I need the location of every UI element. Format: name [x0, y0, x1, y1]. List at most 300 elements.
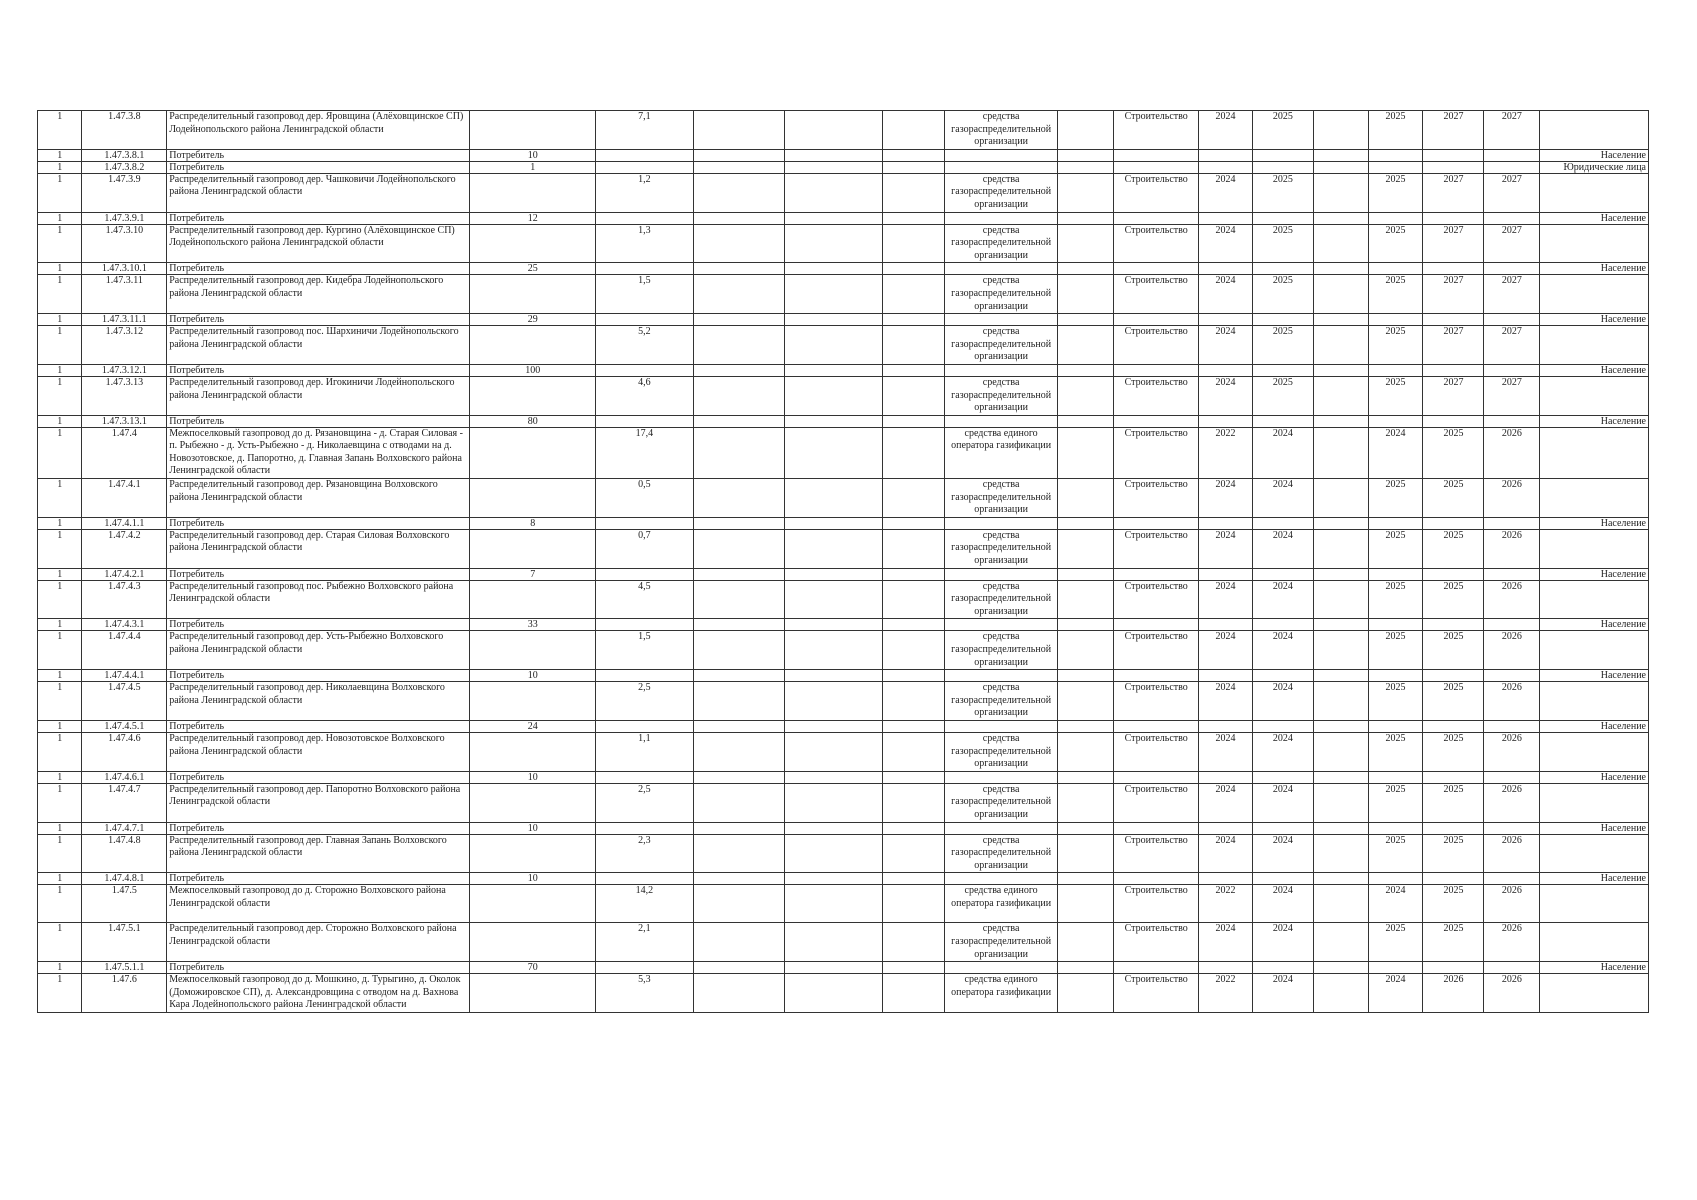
empty-cell: [693, 314, 784, 326]
year-cell: 2025: [1368, 783, 1423, 822]
length-cell: 2,3: [596, 834, 693, 873]
length-cell: 5,3: [596, 974, 693, 1013]
name-cell: Распределительный газопровод пос. Рыбежно Волховского района Ленинградской области: [167, 580, 470, 619]
empty-cell: [882, 923, 944, 962]
category-cell: [1540, 376, 1649, 415]
activity-cell: Строительство: [1114, 732, 1199, 771]
empty-cell: [882, 962, 944, 974]
code-cell: 1.47.4.3.1: [82, 619, 167, 631]
name-cell: Потребитель: [167, 962, 470, 974]
empty-cell: [1313, 771, 1368, 783]
year-end-cell: 2024: [1252, 732, 1313, 771]
funding-source-cell: средства газораспределительной организации: [944, 326, 1058, 365]
empty-cell: [1114, 212, 1199, 224]
code-cell: 1.47.3.13.1: [82, 415, 167, 427]
empty-cell: [1058, 568, 1114, 580]
empty-cell: [1114, 314, 1199, 326]
empty-cell: [784, 885, 882, 923]
empty-cell: [1313, 732, 1368, 771]
funding-source-cell: средства газораспределительной организации: [944, 479, 1058, 518]
empty-cell: [1114, 263, 1199, 275]
empty-cell: [1368, 161, 1423, 173]
funding-source-cell: средства газораспределительной организации: [944, 111, 1058, 150]
name-cell: Потребитель: [167, 415, 470, 427]
empty-cell: [944, 212, 1058, 224]
year-cell: 2025: [1423, 529, 1484, 568]
length-cell: 17,4: [596, 427, 693, 478]
empty-cell: [1058, 376, 1114, 415]
empty-cell: [1484, 873, 1540, 885]
consumer-row: [38, 517, 1649, 529]
count-cell: [470, 427, 596, 478]
year-cell: 2025: [1423, 479, 1484, 518]
activity-cell: Строительство: [1114, 224, 1199, 263]
empty-cell: [1313, 822, 1368, 834]
empty-cell: [1058, 631, 1114, 670]
category-cell: Население: [1540, 517, 1649, 529]
funding-source-cell: средства газораспределительной организации: [944, 173, 1058, 212]
category-cell: [1540, 923, 1649, 962]
empty-cell: [1313, 364, 1368, 376]
year-end-cell: 2024: [1252, 783, 1313, 822]
row-number-cell: 1: [38, 314, 82, 326]
empty-cell: [1423, 771, 1484, 783]
year-end-cell: 2024: [1252, 427, 1313, 478]
empty-cell: [1252, 822, 1313, 834]
count-cell: 100: [470, 364, 596, 376]
year-cell: 2026: [1484, 834, 1540, 873]
empty-cell: [1313, 173, 1368, 212]
empty-cell: [1058, 314, 1114, 326]
row-number-cell: 1: [38, 173, 82, 212]
empty-cell: [1423, 314, 1484, 326]
empty-cell: [693, 783, 784, 822]
funding-source-cell: средства газораспределительной организации: [944, 783, 1058, 822]
empty-cell: [693, 224, 784, 263]
name-cell: Потребитель: [167, 619, 470, 631]
code-cell: 1.47.3.12.1: [82, 364, 167, 376]
empty-cell: [882, 682, 944, 721]
empty-cell: [1484, 314, 1540, 326]
code-cell: 1.47.4.5: [82, 682, 167, 721]
empty-cell: [693, 427, 784, 478]
empty-cell: [784, 568, 882, 580]
empty-cell: [882, 670, 944, 682]
empty-cell: [1199, 822, 1253, 834]
pipeline-row: [38, 732, 1649, 771]
empty-cell: [1313, 479, 1368, 518]
year-cell: 2026: [1484, 427, 1540, 478]
empty-cell: [784, 873, 882, 885]
pipeline-row: [38, 173, 1649, 212]
empty-cell: [1252, 720, 1313, 732]
empty-cell: [1313, 885, 1368, 923]
year-cell: 2025: [1368, 682, 1423, 721]
empty-cell: [1313, 275, 1368, 314]
empty-cell: [784, 314, 882, 326]
empty-cell: [1199, 873, 1253, 885]
empty-cell: [1423, 962, 1484, 974]
funding-source-cell: средства газораспределительной организации: [944, 224, 1058, 263]
empty-cell: [882, 619, 944, 631]
empty-cell: [1313, 149, 1368, 161]
empty-cell: [944, 771, 1058, 783]
empty-cell: [1484, 720, 1540, 732]
empty-cell: [1199, 415, 1253, 427]
empty-cell: [693, 263, 784, 275]
row-number-cell: 1: [38, 962, 82, 974]
empty-cell: [1114, 822, 1199, 834]
empty-cell: [882, 885, 944, 923]
category-cell: Население: [1540, 314, 1649, 326]
empty-cell: [944, 263, 1058, 275]
table-body: [38, 111, 1649, 1013]
consumer-row: [38, 212, 1649, 224]
consumer-row: [38, 161, 1649, 173]
empty-cell: [1313, 161, 1368, 173]
year-start-cell: 2024: [1199, 580, 1253, 619]
empty-cell: [596, 149, 693, 161]
count-cell: [470, 326, 596, 365]
name-cell: Распределительный газопровод дер. Яровщина (Алёховщинское СП) Лодейнопольского района Ленинградской области: [167, 111, 470, 150]
empty-cell: [1114, 670, 1199, 682]
category-cell: Население: [1540, 873, 1649, 885]
activity-cell: Строительство: [1114, 631, 1199, 670]
year-cell: 2027: [1423, 376, 1484, 415]
year-cell: 2025: [1423, 885, 1484, 923]
length-cell: 4,6: [596, 376, 693, 415]
category-cell: [1540, 173, 1649, 212]
empty-cell: [882, 529, 944, 568]
empty-cell: [1199, 149, 1253, 161]
code-cell: 1.47.4.6.1: [82, 771, 167, 783]
name-cell: Распределительный газопровод дер. Чашковичи Лодейнопольского района Ленинградской области: [167, 173, 470, 212]
empty-cell: [693, 161, 784, 173]
year-cell: 2025: [1368, 580, 1423, 619]
year-start-cell: 2024: [1199, 173, 1253, 212]
empty-cell: [1199, 212, 1253, 224]
row-number-cell: 1: [38, 682, 82, 721]
category-cell: Население: [1540, 415, 1649, 427]
activity-cell: Строительство: [1114, 275, 1199, 314]
length-cell: 1,5: [596, 631, 693, 670]
empty-cell: [1368, 619, 1423, 631]
consumer-row: [38, 670, 1649, 682]
empty-cell: [882, 720, 944, 732]
empty-cell: [1252, 149, 1313, 161]
category-cell: Население: [1540, 822, 1649, 834]
row-number-cell: 1: [38, 885, 82, 923]
empty-cell: [784, 161, 882, 173]
empty-cell: [1484, 263, 1540, 275]
year-start-cell: 2022: [1199, 427, 1253, 478]
empty-cell: [882, 873, 944, 885]
row-number-cell: 1: [38, 771, 82, 783]
year-cell: 2026: [1484, 529, 1540, 568]
year-cell: 2027: [1423, 111, 1484, 150]
category-cell: [1540, 224, 1649, 263]
empty-cell: [1313, 619, 1368, 631]
category-cell: [1540, 479, 1649, 518]
year-cell: 2026: [1484, 682, 1540, 721]
code-cell: 1.47.4.8.1: [82, 873, 167, 885]
empty-cell: [1058, 873, 1114, 885]
empty-cell: [1368, 771, 1423, 783]
empty-cell: [1423, 873, 1484, 885]
empty-cell: [1252, 873, 1313, 885]
empty-cell: [1199, 771, 1253, 783]
funding-source-cell: средства газораспределительной организации: [944, 834, 1058, 873]
empty-cell: [944, 161, 1058, 173]
empty-cell: [882, 212, 944, 224]
empty-cell: [882, 834, 944, 873]
empty-cell: [1313, 720, 1368, 732]
year-cell: 2024: [1368, 974, 1423, 1013]
empty-cell: [1058, 161, 1114, 173]
empty-cell: [784, 670, 882, 682]
empty-cell: [784, 364, 882, 376]
category-cell: [1540, 580, 1649, 619]
count-cell: [470, 479, 596, 518]
year-end-cell: 2024: [1252, 682, 1313, 721]
empty-cell: [944, 314, 1058, 326]
empty-cell: [882, 173, 944, 212]
empty-cell: [1114, 149, 1199, 161]
empty-cell: [1368, 263, 1423, 275]
empty-cell: [1199, 619, 1253, 631]
empty-cell: [784, 631, 882, 670]
empty-cell: [1484, 962, 1540, 974]
funding-source-cell: средства единого оператора газификации: [944, 885, 1058, 923]
year-cell: 2026: [1484, 580, 1540, 619]
empty-cell: [693, 732, 784, 771]
empty-cell: [1423, 212, 1484, 224]
empty-cell: [1423, 568, 1484, 580]
category-cell: Население: [1540, 962, 1649, 974]
year-cell: 2027: [1484, 173, 1540, 212]
empty-cell: [1423, 415, 1484, 427]
empty-cell: [1058, 720, 1114, 732]
name-cell: Распределительный газопровод дер. Новозотовское Волховского района Ленинградской области: [167, 732, 470, 771]
year-start-cell: 2022: [1199, 885, 1253, 923]
count-cell: [470, 111, 596, 150]
activity-cell: Строительство: [1114, 173, 1199, 212]
row-number-cell: 1: [38, 822, 82, 834]
length-cell: 0,7: [596, 529, 693, 568]
empty-cell: [693, 479, 784, 518]
funding-source-cell: средства газораспределительной организации: [944, 682, 1058, 721]
count-cell: [470, 923, 596, 962]
length-cell: 2,5: [596, 783, 693, 822]
pipeline-row: [38, 783, 1649, 822]
category-cell: Население: [1540, 670, 1649, 682]
empty-cell: [1313, 314, 1368, 326]
empty-cell: [596, 314, 693, 326]
activity-cell: Строительство: [1114, 923, 1199, 962]
name-cell: Потребитель: [167, 873, 470, 885]
name-cell: Распределительный газопровод дер. Кидебра Лодейнопольского района Ленинградской области: [167, 275, 470, 314]
empty-cell: [784, 517, 882, 529]
empty-cell: [596, 822, 693, 834]
empty-cell: [784, 619, 882, 631]
empty-cell: [1199, 720, 1253, 732]
empty-cell: [882, 783, 944, 822]
consumer-row: [38, 415, 1649, 427]
length-cell: 0,5: [596, 479, 693, 518]
empty-cell: [1058, 427, 1114, 478]
empty-cell: [784, 720, 882, 732]
count-cell: 8: [470, 517, 596, 529]
empty-cell: [1313, 529, 1368, 568]
count-cell: 29: [470, 314, 596, 326]
empty-cell: [1484, 619, 1540, 631]
year-end-cell: 2024: [1252, 479, 1313, 518]
year-cell: 2025: [1423, 732, 1484, 771]
empty-cell: [1058, 529, 1114, 568]
category-cell: [1540, 974, 1649, 1013]
empty-cell: [882, 822, 944, 834]
funding-source-cell: средства газораспределительной организации: [944, 376, 1058, 415]
empty-cell: [784, 834, 882, 873]
category-cell: [1540, 275, 1649, 314]
empty-cell: [1313, 670, 1368, 682]
name-cell: Распределительный газопровод дер. Игокиничи Лодейнопольского района Ленинградской области: [167, 376, 470, 415]
empty-cell: [784, 173, 882, 212]
activity-cell: Строительство: [1114, 783, 1199, 822]
year-cell: 2026: [1484, 732, 1540, 771]
year-start-cell: 2024: [1199, 529, 1253, 568]
row-number-cell: 1: [38, 720, 82, 732]
row-number-cell: 1: [38, 275, 82, 314]
empty-cell: [1423, 670, 1484, 682]
name-cell: Распределительный газопровод дер. Рязановщина Волховского района Ленинградской области: [167, 479, 470, 518]
name-cell: Потребитель: [167, 720, 470, 732]
empty-cell: [1114, 415, 1199, 427]
empty-cell: [882, 517, 944, 529]
empty-cell: [1423, 619, 1484, 631]
count-cell: [470, 529, 596, 568]
funding-source-cell: средства газораспределительной организации: [944, 631, 1058, 670]
length-cell: 4,5: [596, 580, 693, 619]
code-cell: 1.47.5.1.1: [82, 962, 167, 974]
name-cell: Потребитель: [167, 161, 470, 173]
name-cell: Потребитель: [167, 364, 470, 376]
length-cell: 2,1: [596, 923, 693, 962]
empty-cell: [882, 364, 944, 376]
empty-cell: [1058, 111, 1114, 150]
empty-cell: [1313, 376, 1368, 415]
row-number-cell: 1: [38, 427, 82, 478]
year-cell: 2025: [1368, 529, 1423, 568]
empty-cell: [944, 822, 1058, 834]
code-cell: 1.47.4.2: [82, 529, 167, 568]
year-cell: 2025: [1423, 783, 1484, 822]
pipeline-row: [38, 224, 1649, 263]
empty-cell: [1058, 962, 1114, 974]
funding-source-cell: средства газораспределительной организации: [944, 732, 1058, 771]
empty-cell: [882, 111, 944, 150]
pipeline-row: [38, 479, 1649, 518]
year-cell: 2027: [1423, 173, 1484, 212]
code-cell: 1.47.3.8: [82, 111, 167, 150]
row-number-cell: 1: [38, 974, 82, 1013]
empty-cell: [882, 427, 944, 478]
name-cell: Потребитель: [167, 263, 470, 275]
funding-source-cell: средства единого оператора газификации: [944, 427, 1058, 478]
pipeline-row: [38, 682, 1649, 721]
year-start-cell: 2024: [1199, 923, 1253, 962]
empty-cell: [693, 173, 784, 212]
length-cell: 1,5: [596, 275, 693, 314]
empty-cell: [944, 962, 1058, 974]
year-cell: 2025: [1423, 631, 1484, 670]
empty-cell: [1252, 568, 1313, 580]
empty-cell: [1313, 783, 1368, 822]
empty-cell: [596, 568, 693, 580]
empty-cell: [1252, 619, 1313, 631]
empty-cell: [784, 275, 882, 314]
row-number-cell: 1: [38, 732, 82, 771]
length-cell: 14,2: [596, 885, 693, 923]
year-start-cell: 2024: [1199, 631, 1253, 670]
empty-cell: [1484, 364, 1540, 376]
empty-cell: [944, 149, 1058, 161]
length-cell: 2,5: [596, 682, 693, 721]
empty-cell: [1313, 263, 1368, 275]
empty-cell: [882, 415, 944, 427]
count-cell: 70: [470, 962, 596, 974]
year-cell: 2026: [1484, 923, 1540, 962]
empty-cell: [1252, 962, 1313, 974]
year-cell: 2026: [1484, 974, 1540, 1013]
empty-cell: [1484, 212, 1540, 224]
empty-cell: [882, 631, 944, 670]
empty-cell: [784, 529, 882, 568]
year-cell: 2025: [1368, 479, 1423, 518]
year-end-cell: 2024: [1252, 580, 1313, 619]
empty-cell: [693, 275, 784, 314]
year-end-cell: 2025: [1252, 111, 1313, 150]
code-cell: 1.47.3.9.1: [82, 212, 167, 224]
code-cell: 1.47.4: [82, 427, 167, 478]
year-start-cell: 2022: [1199, 974, 1253, 1013]
empty-cell: [1058, 224, 1114, 263]
row-number-cell: 1: [38, 783, 82, 822]
empty-cell: [1199, 161, 1253, 173]
empty-cell: [693, 580, 784, 619]
count-cell: [470, 580, 596, 619]
activity-cell: Строительство: [1114, 376, 1199, 415]
name-cell: Межпоселковый газопровод до д. Рязановщина - д. Старая Силовая - п. Рыбежно - д. Усть-Рыбежно - д. Николаевщина с отводами на д. Новозотовское, д. Папоротно, д. Главная Запань Волховского района Ленинградской области: [167, 427, 470, 478]
row-number-cell: 1: [38, 149, 82, 161]
empty-cell: [693, 326, 784, 365]
category-cell: [1540, 631, 1649, 670]
code-cell: 1.47.4.8: [82, 834, 167, 873]
row-number-cell: 1: [38, 263, 82, 275]
activity-cell: Строительство: [1114, 580, 1199, 619]
count-cell: [470, 885, 596, 923]
empty-cell: [693, 619, 784, 631]
empty-cell: [882, 376, 944, 415]
empty-cell: [693, 670, 784, 682]
empty-cell: [596, 670, 693, 682]
empty-cell: [1199, 670, 1253, 682]
empty-cell: [1114, 771, 1199, 783]
empty-cell: [784, 149, 882, 161]
category-cell: [1540, 834, 1649, 873]
category-cell: Население: [1540, 619, 1649, 631]
empty-cell: [1484, 822, 1540, 834]
